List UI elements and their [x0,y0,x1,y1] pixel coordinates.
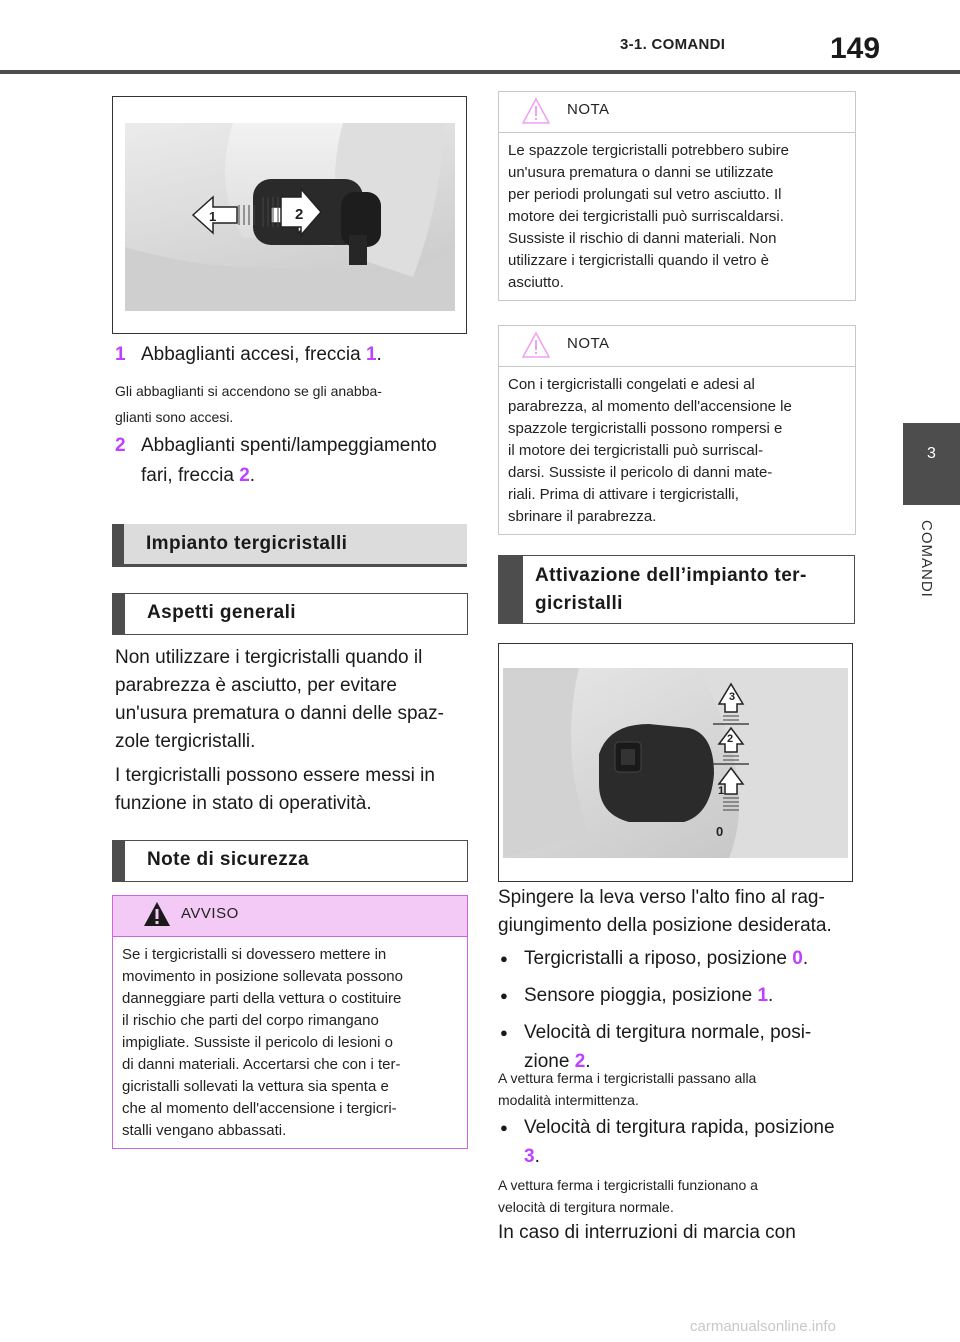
text-line: asciutto. [508,274,564,291]
page-number: 149 [830,32,881,65]
running-header-section: 3-1. COMANDI [620,36,726,53]
chapter-tab [903,423,960,505]
item-number: 1 [115,344,126,365]
item-text: Abbaglianti spenti/lampeggiamento [141,435,437,456]
text-line: riali. Prima di attivare i tergicristalli, [508,486,739,503]
figure2-label-0: 0 [716,824,724,839]
wiper-positions-list [498,944,858,1076]
section-heading-text: Impianto tergicristalli [146,533,348,554]
text-line: il rischio che parti del corpo rimangano [122,1012,379,1029]
text-line: A vettura ferma i tergicristalli passano alla [498,1070,757,1086]
subsection-heading-text: Aspetti generali [147,602,296,623]
note-line: Gli abbaglianti si accendono se gli anabba- [115,383,382,399]
text-line: ● Velocità di tergitura rapida, posizione [524,1117,835,1138]
text-line: un'usura prematura o danni se utilizzate [508,164,774,181]
item-text: Abbaglianti accesi, freccia [141,344,366,365]
text-line: A vettura ferma i tergicristalli funzionano a [498,1177,758,1193]
text: Sensore pioggia, posizione [524,985,758,1006]
text-line: Con i tergicristalli congelati e adesi al [508,376,755,393]
item-end: . [249,465,256,486]
figure1-label-2: 2 [295,206,304,223]
notice-body [499,367,855,535]
text-line: funzione in stato di operatività. [115,793,372,814]
figure-wiper-lever [498,643,853,882]
warning-box [112,895,468,1149]
warning-triangle-icon [143,901,171,927]
figure2-label-1: 1 [718,785,725,797]
text: zione [524,1051,575,1072]
warning-label: AVVISO [181,905,239,922]
text-line: motore dei tergicristalli può surriscaldarsi. [508,208,784,225]
list-item-2 [115,431,475,491]
section-heading-attivazione [498,555,855,624]
paragraph-general [115,644,475,818]
text-line: spazzole tergicristalli possono rompersi e [508,420,783,437]
note-stationary-2 [498,1174,858,1218]
position-ref: 1 [757,985,769,1006]
text-line: di danni materiali. Accertarsi che con i ter- [122,1056,401,1073]
subsection-heading-text: Note di sicurezza [147,849,310,870]
header-rule [0,70,960,74]
chapter-tab-label: COMANDI [918,520,935,598]
item-end: . [376,344,382,365]
figure1-label-1: 1 [209,209,217,224]
text-line: Sussiste il rischio di danni materiali. Non [508,230,777,247]
notice-label: NOTA [567,101,610,118]
end: . [802,948,809,969]
text-line: darsi. Sussiste il pericolo di danni mate- [508,464,773,481]
list-item [498,1113,858,1171]
item-number: 2 [115,435,126,456]
end: . [534,1146,540,1167]
text-line: Non utilizzare i tergicristalli quando il [115,647,423,668]
text-line: movimento in posizione sollevata possono [122,968,403,985]
text-line: il motore dei tergicristalli può surriscal- [508,442,764,459]
list-item [498,981,858,1010]
section-heading-text [535,562,807,618]
list-item [498,944,858,973]
text-line: utilizzare i tergicristalli quando il vetro è [508,252,769,269]
item-ref: 2 [239,465,250,486]
text-line: danneggiare parti della vettura o costituire [122,990,402,1007]
notice-body [499,133,855,301]
text-line: ● Velocità di tergitura normale, posi- [524,1022,812,1043]
watermark-footer: carmanualsonline.info [690,1318,836,1335]
item-text: fari, freccia [141,465,240,486]
notice-label: NOTA [567,335,610,352]
notice-header [499,326,855,367]
notice-header [499,92,855,133]
note-text-1 [115,378,475,430]
text-line: zole tergicristalli. [115,731,256,752]
wiper-fast-item [498,1113,858,1171]
text-line: Se i tergicristalli si dovessero mettere in [122,946,387,963]
heading-line: gicristalli [535,593,623,614]
chapter-tab-number: 3 [927,445,936,462]
position-ref: 2 [574,1051,586,1072]
text-line: modalità intermittenza. [498,1092,639,1108]
subsection-heading-aspetti [112,593,468,635]
text-line: stalli vengano abbassati. [122,1122,287,1139]
figure2-label-3: 3 [729,691,736,703]
warning-body [113,937,467,1149]
notice-box-1 [498,91,856,301]
text-line: velocità di tergitura normale. [498,1199,674,1215]
paragraph-interruption: In caso di interruzioni di marcia con [498,1222,796,1243]
end: . [768,985,774,1006]
text-line: un'usura prematura o danni delle spaz- [115,703,444,724]
text-line: Le spazzole tergicristalli potrebbero subire [508,142,789,159]
paragraph-push-lever [498,884,858,940]
heading-line: Attivazione dell’impianto ter- [535,565,807,586]
text-line: sbrinare il parabrezza. [508,508,657,525]
text-line: impigliate. Sussiste il pericolo di lesioni o [122,1034,393,1051]
caution-triangle-icon [521,331,551,359]
warning-header [113,896,467,937]
note-stationary-1 [498,1067,858,1111]
item-ref: 1 [365,344,377,365]
text-line: che al momento dell'accensione i tergicri- [122,1100,397,1117]
list-item-1 [115,340,475,370]
figure2-label-2: 2 [727,733,734,745]
text-line: parabrezza, al momento dell'accensione le [508,398,792,415]
text-line: gicristalli sollevati la vettura sia spenta e [122,1078,389,1095]
text-line: parabrezza è asciutto, per evitare [115,675,397,696]
subsection-heading-sicurezza [112,840,468,882]
text: Tergicristalli a riposo, posizione [524,948,793,969]
caution-triangle-icon [521,97,551,125]
position-ref: 3 [524,1146,535,1167]
notice-box-2 [498,325,856,535]
text-line: Spingere la leva verso l'alto fino al rag- [498,887,825,908]
section-heading-impianto [112,524,467,567]
end: . [585,1051,591,1072]
note-line: glianti sono accesi. [115,409,234,425]
position-ref: 0 [792,948,803,969]
figure-high-beam-lever [112,96,467,334]
text-line: per periodi prolungati sul vetro asciutto. Il [508,186,782,203]
text-line: giungimento della posizione desiderata. [498,915,832,936]
text-line: I tergicristalli possono essere messi in [115,765,435,786]
